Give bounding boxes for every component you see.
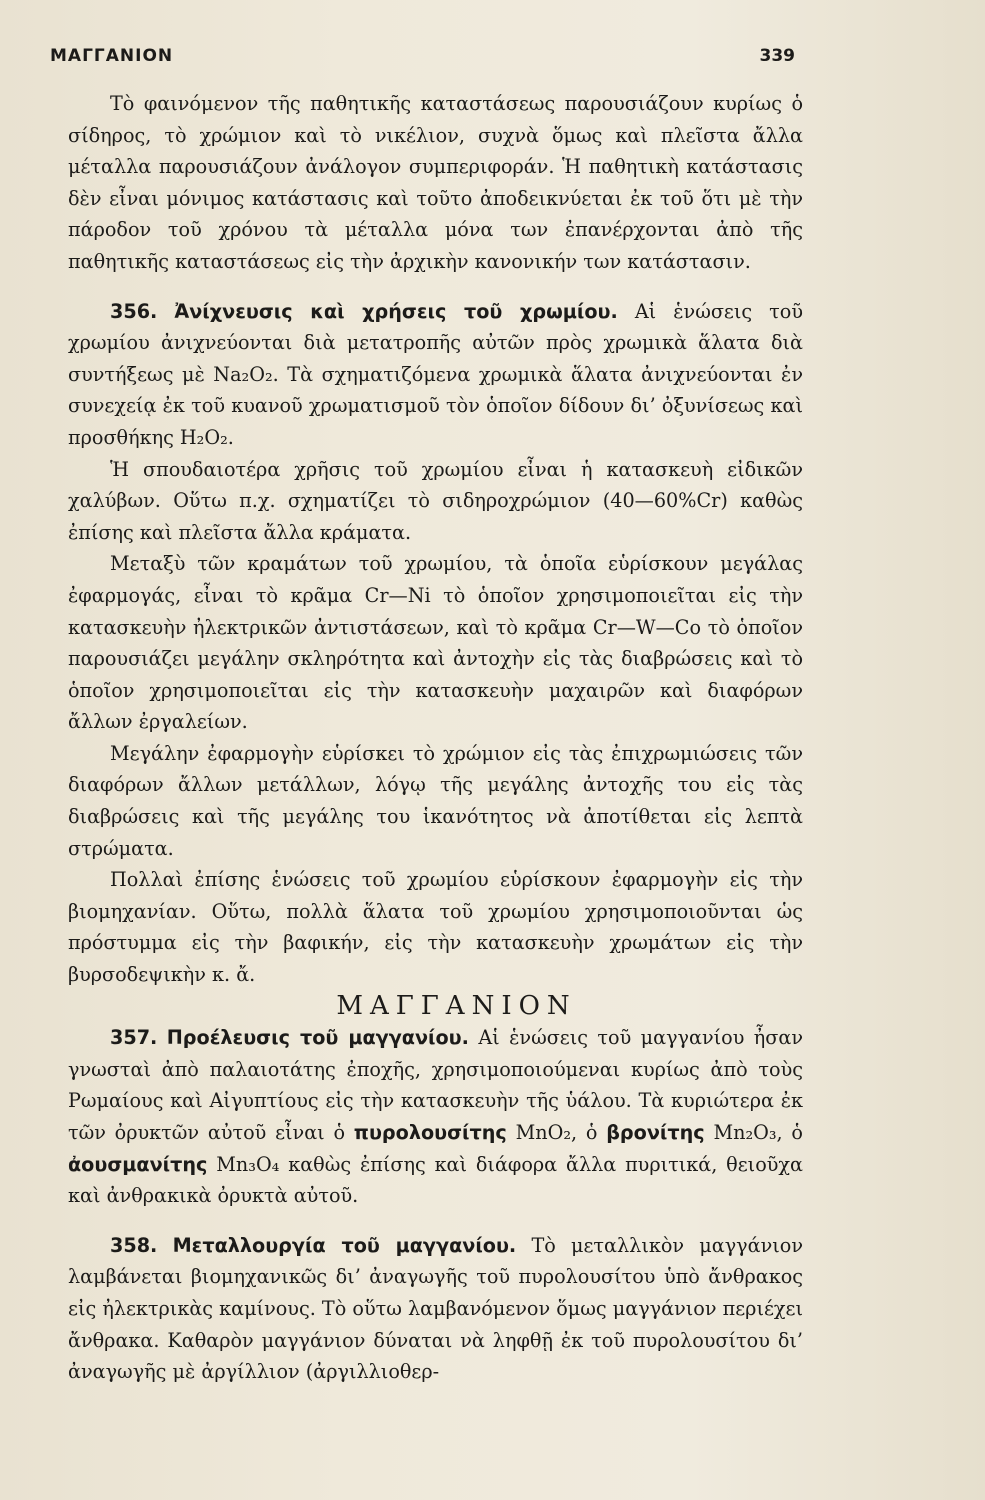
formula: Mn₃O₄ καθὼς ἐπίσης καὶ διάφορα ἄλλα πυριτικά, θειοῦχα καὶ ἀνθρακικὰ ὀρυκτὰ αὐτοῦ.: [68, 1152, 803, 1208]
running-head: [50, 46, 795, 66]
section-text: Αἱ ἑνώσεις τοῦ χρωμίου ἀνιχνεύονται διὰ μετατροπῆς αὐτῶν πρὸς χρωμικὰ ἅλατα διὰ συντήξεως μὲ Na₂O₂. Τὰ σχηματιζόμενα χρωμικὰ ἅλατα ἀνιχνεύονται ἐν συνεχείᾳ ἐκ τοῦ κυανοῦ χρωματισμοῦ τὸν ὁποῖον δίδουν δι’ ὀξυνίσεως καὶ προσθήκης H₂O₂.: [68, 299, 803, 449]
body-text: [68, 88, 803, 1388]
page-number: 339: [759, 46, 795, 66]
paragraph-passivity: Τὸ φαινόμενον τῆς παθητικῆς καταστάσεως παρουσιάζουν κυρίως ὁ σίδηρος, τὸ χρώμιον καὶ τὸ νικέλιον, συχνὰ ὅμως καὶ πλεῖστα ἄλλα μέταλλα παρουσιάζουν ἀνάλογον συμπεριφοράν. Ἡ παθητικὴ κατάστασις δὲν εἶναι μόνιμος κατάστασις καὶ τοῦτο ἀποδεικνύεται ἐκ τοῦ ὅτι μὲ τὴν πάροδον τοῦ χρόνου τὰ μέταλλα μόνα των ἐπανέρχονται ἀπὸ τῆς παθητικῆς καταστάσεως εἰς τὴν ἀρχικὴν κανονικήν των κατάστασιν.: [68, 92, 803, 273]
paragraph-chromium-alloys: Μεταξὺ τῶν κραμάτων τοῦ χρωμίου, τὰ ὁποῖα εὑρίσκουν μεγάλας ἐφαρμογάς, εἶναι τὸ κρᾶμα Cr—Ni τὸ ὁποῖον χρησιμοποιεῖται εἰς τὴν κατασκευὴν ἠλεκτρικῶν ἀντιστάσεων, καὶ τὸ κρᾶμα Cr—W—Co τὸ ὁποῖον παρουσιάζει μεγάλην σκληρότητα καὶ ἀντοχὴν εἰς τὰς διαβρώσεις καὶ τὸ ὁποῖον χρησιμοποιεῖται εἰς τὴν κατασκευὴν μαχαιρῶν καὶ διαφόρων ἄλλων ἐργαλείων.: [68, 552, 803, 734]
mineral-term: βρονίτης: [606, 1121, 705, 1144]
formula: Mn₂O₃, ὁ: [713, 1121, 803, 1144]
formula: MnO₂, ὁ: [515, 1121, 598, 1144]
section-title: Ἀνίχνευσις καὶ χρήσεις τοῦ χρωμίου.: [174, 299, 618, 323]
paragraph-chrome-plating: Μεγάλην ἐφαρμογὴν εὑρίσκει τὸ χρώμιον εἰς τὰς ἐπιχρωμιώσεις τῶν διαφόρων ἄλλων μετάλλων, λόγῳ τῆς μεγάλης ἀντοχῆς του εἰς τὰς διαβρώσεις καὶ τῆς μεγάλης του ἱκανότητος νὰ ἀποτίθεται εἰς λεπτὰ στρώματα.: [68, 741, 803, 860]
section-358: [68, 1230, 803, 1388]
paragraph-chromium-compounds: Πολλαὶ ἐπίσης ἑνώσεις τοῦ χρωμίου εὑρίσκουν ἐφαρμογὴν εἰς τὴν βιομηχανίαν. Οὕτω, πολλὰ ἅλατα τοῦ χρωμίου χρησιμοποιοῦνται ὡς πρόστυμμα εἰς τὴν βαφικήν, εἰς τὴν κατασκευὴν χρωμάτων εἰς τὴν βυρσοδεψικὴν κ. ἄ.: [68, 868, 803, 987]
chapter-title: ΜΑΓΓΑΝΙΟΝ: [336, 990, 577, 1021]
section-number: 356.: [110, 299, 158, 323]
paragraph-chromium-uses: Ἡ σπουδαιοτέρα χρῆσις τοῦ χρωμίου εἶναι ἡ κατασκευὴ εἰδικῶν χαλύβων. Οὕτω π.χ. σχηματίζει τὸ σιδηροχρώμιον (40—60%Cr) καθὼς ἐπίσης καὶ πλεῖστα ἄλλα κράματα.: [68, 457, 803, 544]
mineral-term: πυρολουσίτης: [353, 1121, 507, 1144]
section-357: [68, 1022, 803, 1212]
section-number: 358.: [110, 1233, 158, 1257]
section-title: Μεταλλουργία τοῦ μαγγανίου.: [172, 1233, 517, 1257]
section-number: 357.: [110, 1026, 158, 1050]
mineral-term: ἀουσμανίτης: [68, 1152, 208, 1176]
section-text: Αἱ ἑνώσεις τοῦ μαγγανίου ἦσαν γνωσταὶ ἀπὸ παλαιοτάτης ἐποχῆς, χρησιμοποιούμεναι κυρίως ἀπὸ τοὺς Ρωμαίους καὶ Αἰγυπτίους εἰς τὴν κατασκευὴν τῆς ὑάλου. Τὰ κυριώτερα ἐκ τῶν ὀρυκτῶν αὐτοῦ εἶναι ὁ: [68, 1026, 803, 1144]
running-head-title: ΜΑΓΓΑΝΙΟΝ: [50, 46, 174, 66]
section-title: Προέλευσις τοῦ μαγγανίου.: [166, 1026, 469, 1050]
section-text: Τὸ μεταλλικὸν μαγγάνιον λαμβάνεται βιομηχανικῶς δι’ ἀναγωγῆς τοῦ πυρολουσίτου ὑπὸ ἄνθρακος εἰς ἠλεκτρικὰς καμίνους. Τὸ οὕτω λαμβανόμενον ὅμως μαγγάνιον περιέχει ἄνθρακα. Καθαρὸν μαγγάνιον δύναται νὰ ληφθῇ ἐκ τοῦ πυρολουσίτου δι’ ἀναγωγῆς μὲ ἀργίλλιον (ἀργιλλιοθερ-: [68, 1233, 803, 1384]
section-356: [68, 296, 803, 454]
